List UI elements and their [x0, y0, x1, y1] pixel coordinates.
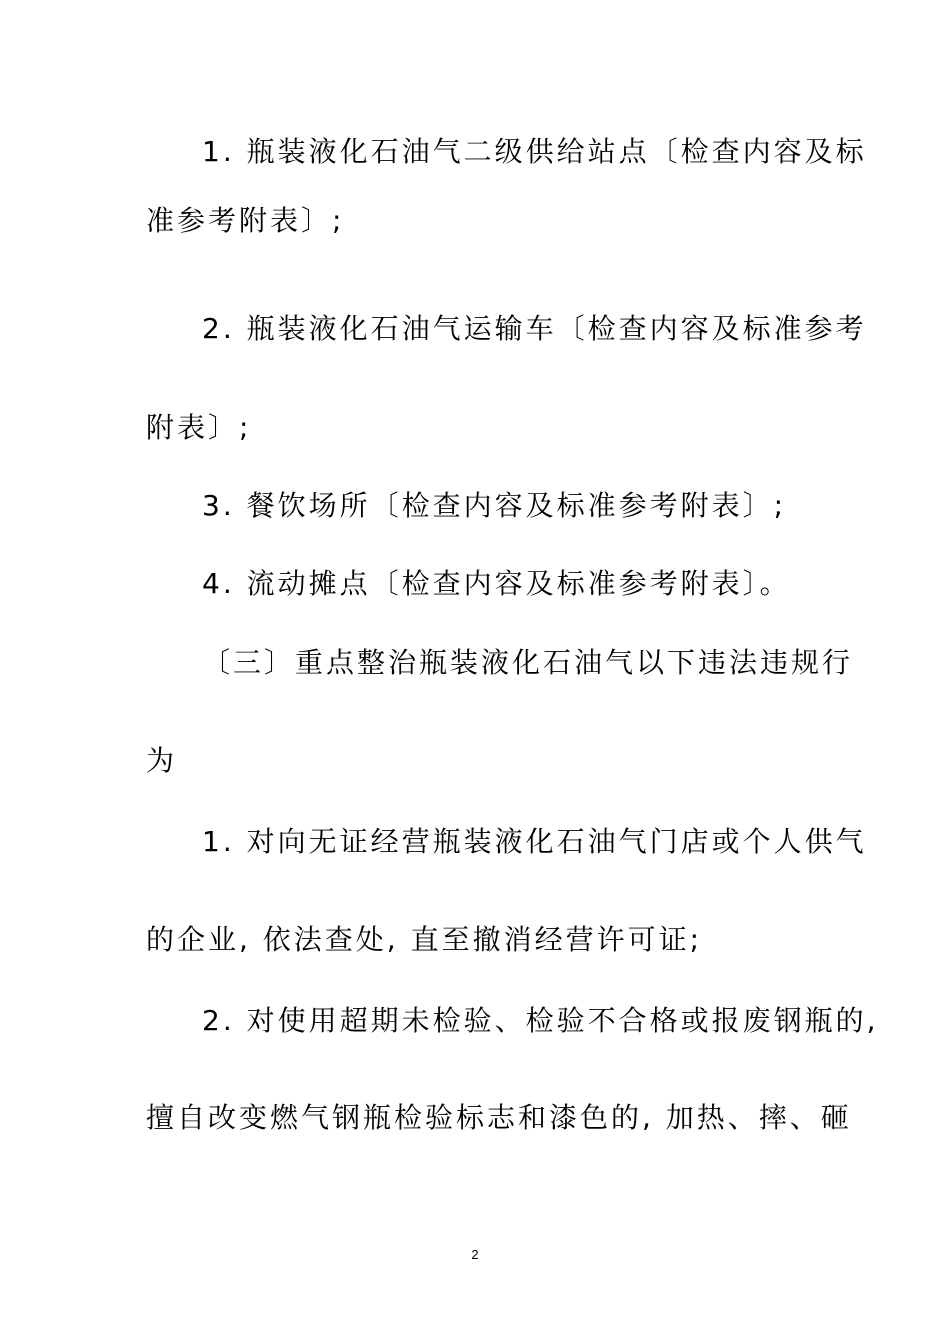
- text-line-9: 1. 对向无证经营瓶装液化石油气门店或个人供气: [202, 825, 867, 858]
- text-line-7: 〔三〕重点整治瓶装液化石油气以下违法违规行: [202, 646, 854, 679]
- text-line-2: 准参考附表〕;: [146, 204, 345, 237]
- page-number: 2: [471, 1247, 479, 1262]
- text-line-12: 擅自改变燃气钢瓶检验标志和漆色的, 加热、摔、砸: [146, 1101, 852, 1134]
- text-line-1: 1. 瓶装液化石油气二级供给站点〔检查内容及标: [202, 135, 867, 168]
- text-line-8: 为: [146, 744, 178, 777]
- text-line-11: 2. 对使用超期未检验、检验不合格或报废钢瓶的,: [202, 1004, 879, 1037]
- text-line-5: 3. 餐饮场所〔检查内容及标准参考附表〕;: [202, 489, 787, 522]
- text-line-6: 4. 流动摊点〔检查内容及标准参考附表〕。: [202, 567, 791, 600]
- text-line-4: 附表〕;: [146, 411, 252, 444]
- text-line-3: 2. 瓶装液化石油气运输车〔检查内容及标准参考: [202, 312, 867, 345]
- text-line-10: 的企业, 依法查处, 直至撤消经营许可证;: [146, 923, 703, 956]
